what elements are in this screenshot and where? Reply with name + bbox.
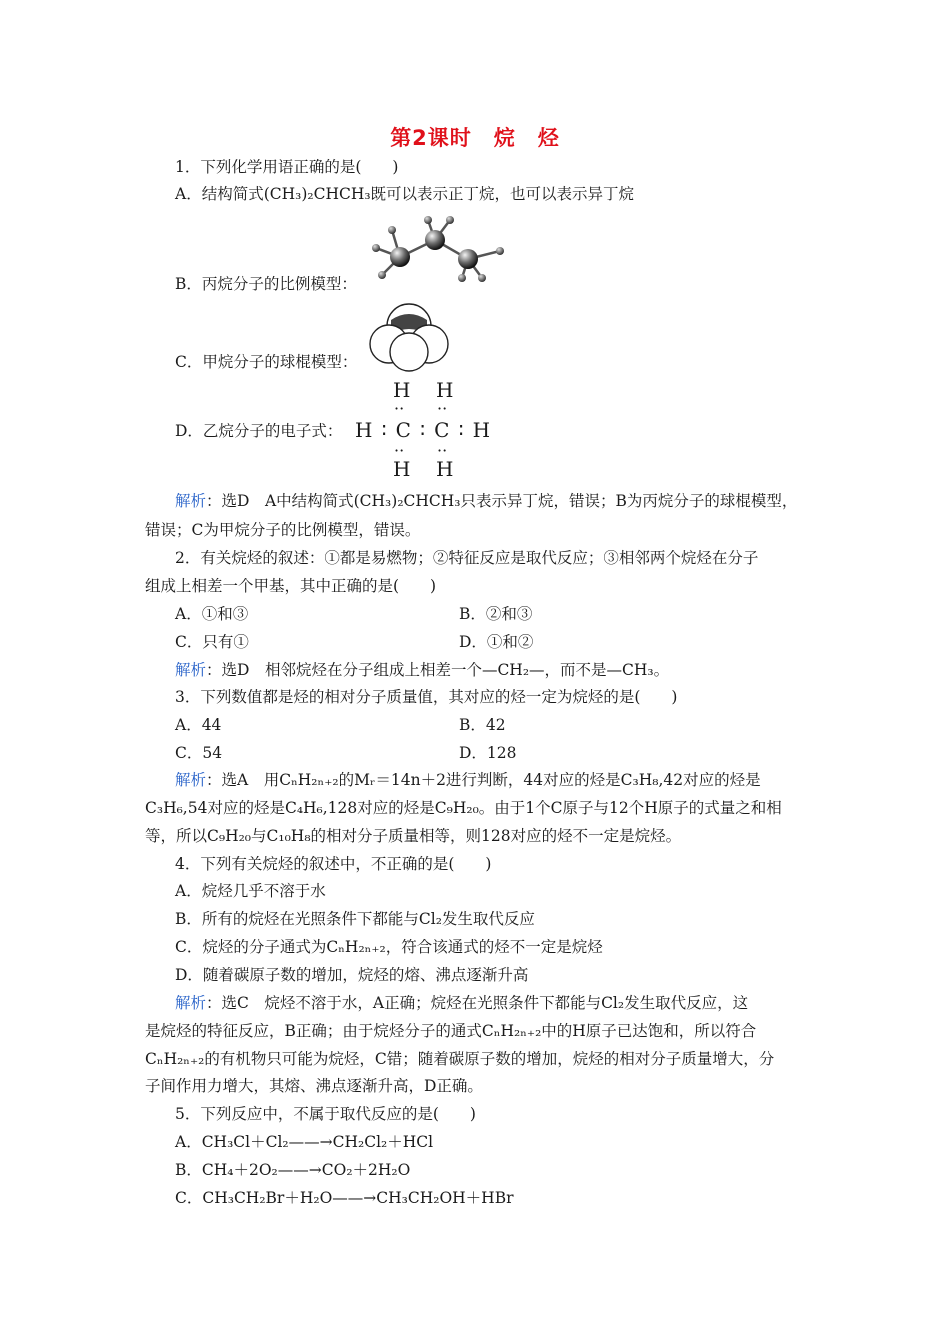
question-2-option-c: C．只有①: [175, 633, 249, 651]
question-5-option-b: B．CH₄＋2O₂——→CO₂＋2H₂O: [175, 1161, 411, 1179]
question-2-option-b: B．②和③: [459, 605, 533, 623]
question-4-analysis-cont-1: 是烷烃的特征反应，B正确；由于烷烃分子的通式CₙH₂ₙ₊₂中的H原子已达饱和，所以符合: [145, 1022, 757, 1040]
analysis-label: 解析: [175, 771, 207, 789]
analysis-text: ：选A 用CₙH₂ₙ₊₂的Mᵣ＝14n＋2进行判断，44对应的烃是C₃H₈,42对应的烃是: [206, 771, 761, 789]
question-1-option-a: A．结构简式(CH₃)₂CHCH₃既可以表示正丁烷，也可以表示异丁烷: [175, 185, 635, 203]
electron-formula-h-bottom-left: H: [393, 457, 411, 481]
electron-formula-h-top-right: H: [436, 378, 454, 402]
question-2-option-d: D．①和②: [459, 633, 534, 651]
propane-ball-stick-model: [368, 212, 513, 284]
analysis-text: ：选D 相邻烷烃在分子组成上相差一个—CH₂—，而不是—CH₃。: [206, 661, 670, 679]
question-2-analysis: [175, 660, 669, 680]
question-1-option-b: B．丙烷分子的比例模型：: [175, 275, 357, 293]
analysis-label: 解析: [175, 994, 207, 1012]
question-2-stem: 2．有关烷烃的叙述：①都是易燃物；②特征反应是取代反应；③相邻两个烷烃在分子: [175, 549, 759, 567]
question-2-option-a: A．①和③: [175, 605, 249, 623]
electron-pair-bottom-left: ··: [394, 441, 405, 460]
question-3-analysis-cont-2: 等，所以C₉H₂₀与C₁₀H₈的相对分子质量相等，则128对应的烃不一定是烷烃。: [145, 827, 682, 845]
question-5-stem: 5．下列反应中，不属于取代反应的是( ): [175, 1105, 476, 1123]
question-4-analysis-cont-2: CₙH₂ₙ₊₂的有机物只可能为烷烃，C错；随着碳原子数的增加，烷烃的相对分子质量增大，分: [145, 1050, 775, 1068]
question-5-option-a: A．CH₃Cl＋Cl₂——→CH₂Cl₂＋HCl: [175, 1133, 434, 1151]
electron-pair-bottom-right: ··: [437, 441, 448, 460]
electron-formula-main-row: H∶C∶C∶H: [355, 418, 500, 442]
electron-pair-top-right: ··: [437, 399, 448, 418]
question-4-option-b: B．所有的烷烃在光照条件下都能与Cl₂发生取代反应: [175, 910, 535, 928]
analysis-text: ：选D A中结构简式(CH₃)₂CHCH₃只表示异丁烷，错误；B为丙烷分子的球棍模型，: [206, 492, 798, 510]
question-2-stem-cont: 组成上相差一个甲基，其中正确的是( ): [145, 577, 437, 595]
question-4-option-c: C．烷烃的分子通式为CₙH₂ₙ₊₂，符合该通式的烃不一定是烷烃: [175, 938, 603, 956]
question-4-option-d: D．随着碳原子数的增加，烷烃的熔、沸点逐渐升高: [175, 966, 529, 984]
question-4-analysis-cont-3: 子间作用力增大，其熔、沸点逐渐升高，D正确。: [145, 1077, 483, 1095]
question-5-option-c: C．CH₃CH₂Br＋H₂O——→CH₃CH₂OH＋HBr: [175, 1189, 514, 1207]
analysis-label: 解析: [175, 661, 207, 679]
analysis-label: 解析: [175, 492, 207, 510]
question-4-analysis: [175, 993, 748, 1013]
methane-space-filling-model: [369, 300, 449, 372]
question-3-option-d: D．128: [459, 744, 517, 762]
question-3-option-a: A．44: [175, 716, 222, 734]
question-3-option-c: C．54: [175, 744, 223, 762]
page-title: 第2课时 烷 烃: [390, 126, 560, 150]
electron-formula-h-top-left: H: [393, 378, 411, 402]
electron-formula-h-bottom-right: H: [436, 457, 454, 481]
question-3-analysis-cont-1: C₃H₆,54对应的烃是C₄H₆,128对应的烃是C₉H₂₀。由于1个C原子与12个H原子的式量之和相: [145, 799, 782, 817]
question-1-stem: 1．下列化学用语正确的是( ): [175, 158, 399, 176]
electron-pair-top-left: ··: [394, 399, 405, 418]
question-4-option-a: A．烷烃几乎不溶于水: [175, 882, 326, 900]
question-3-stem: 3．下列数值都是烃的相对分子质量值，其对应的烃一定为烷烃的是( ): [175, 688, 678, 706]
question-1-analysis: [175, 491, 797, 511]
question-1-option-d: D．乙烷分子的电子式：: [175, 422, 343, 440]
analysis-text: ：选C 烷烃不溶于水，A正确；烷烃在光照条件下都能与Cl₂发生取代反应，这: [206, 994, 749, 1012]
question-1-analysis-cont: 错误；C为甲烷分子的比例模型，错误。: [145, 521, 421, 539]
question-3-analysis: [175, 770, 761, 790]
question-1-option-c: C．甲烷分子的球棍模型：: [175, 353, 358, 371]
question-3-option-b: B．42: [459, 716, 506, 734]
question-4-stem: 4．下列有关烷烃的叙述中，不正确的是( ): [175, 855, 492, 873]
